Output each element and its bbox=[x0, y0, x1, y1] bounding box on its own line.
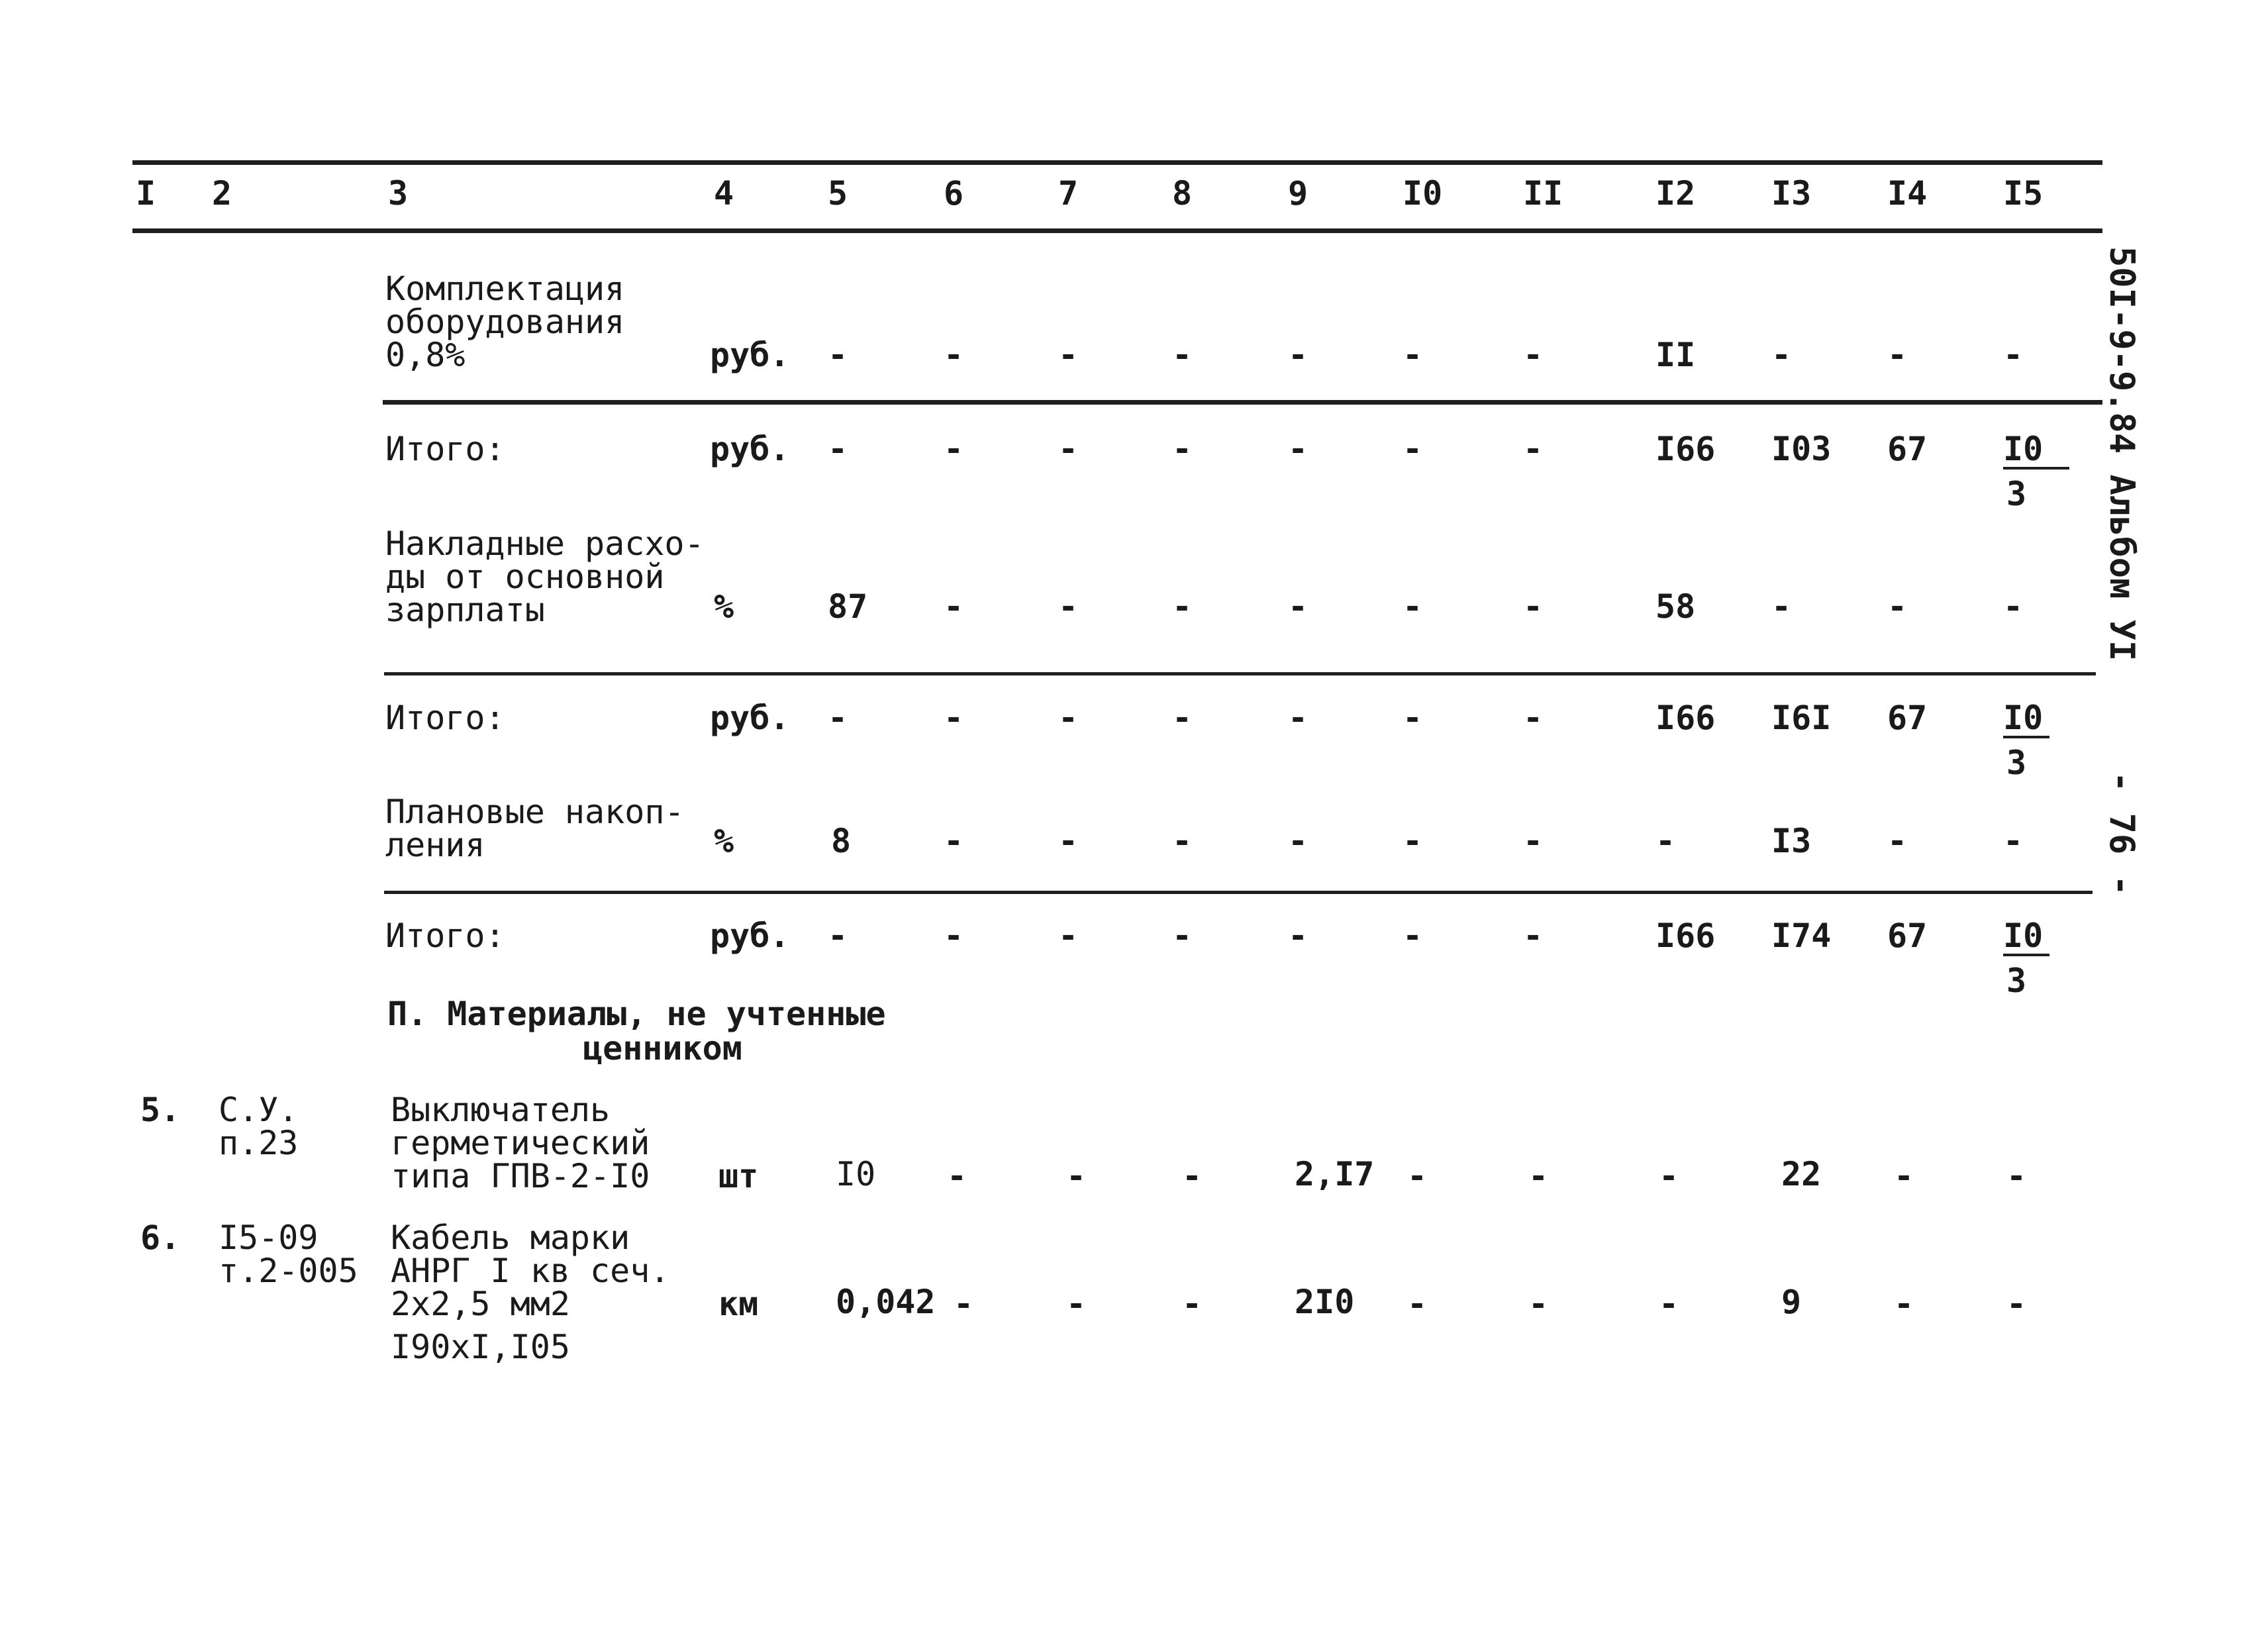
cell-col13: - bbox=[1771, 587, 1792, 626]
cell-col14: 67 bbox=[1887, 699, 1928, 737]
cell-col7: - bbox=[1058, 822, 1079, 860]
cell-col11: - bbox=[1523, 430, 1544, 468]
col-header-2: 2 bbox=[212, 174, 232, 213]
row-description-line: Итого: bbox=[385, 917, 505, 955]
col-header-12: I2 bbox=[1655, 174, 1696, 213]
fraction-bar bbox=[2003, 954, 2049, 956]
cell-col11: - bbox=[1523, 336, 1544, 374]
cell-col5: - bbox=[828, 336, 848, 374]
cell-col10: - bbox=[1403, 587, 1423, 626]
cell-col9: - bbox=[1288, 336, 1308, 374]
cell-col13: - bbox=[1771, 336, 1792, 374]
cell-col6: - bbox=[944, 587, 964, 626]
col-header-15: I5 bbox=[2003, 174, 2044, 213]
section-heading-line: П. Материалы, не учтенные bbox=[387, 995, 886, 1033]
cell-col13: 22 bbox=[1781, 1155, 1822, 1193]
cell-col8: - bbox=[1172, 587, 1193, 626]
col-header-10: I0 bbox=[1403, 174, 1443, 213]
col-header-8: 8 bbox=[1172, 174, 1193, 213]
row-description-line: Кабель марки bbox=[391, 1219, 630, 1257]
cell-col15: - bbox=[2006, 1157, 2027, 1195]
row-description-line: АНРГ I кв сеч. bbox=[391, 1252, 670, 1290]
row-rule-2 bbox=[384, 672, 2096, 675]
cell-col14: - bbox=[1894, 1157, 1914, 1195]
cell-col6: - bbox=[944, 699, 964, 737]
cell-col10: - bbox=[1407, 1285, 1428, 1323]
cell-col11: - bbox=[1523, 587, 1544, 626]
header-bottom-rule bbox=[132, 228, 2102, 233]
cell-col15: - bbox=[2006, 1285, 2027, 1323]
cell-col13: I03 bbox=[1771, 430, 1832, 468]
cell-col7: - bbox=[1066, 1285, 1087, 1323]
cell-col15-numerator: I0 bbox=[2003, 699, 2044, 737]
cell-col14: - bbox=[1887, 822, 1908, 860]
cell-col6: - bbox=[947, 1157, 967, 1195]
cell-col15-denominator: 3 bbox=[2006, 475, 2027, 513]
cell-col8: - bbox=[1172, 430, 1193, 468]
header-top-rule bbox=[132, 160, 2102, 165]
row-rule-3 bbox=[384, 891, 2093, 894]
cell-col15-denominator: 3 bbox=[2006, 962, 2027, 1000]
cell-col11: - bbox=[1528, 1157, 1549, 1195]
cell-col5: - bbox=[828, 917, 848, 955]
cell-col12: I66 bbox=[1655, 430, 1716, 468]
section-heading-line: ценником bbox=[583, 1029, 742, 1068]
col-header-3: 3 bbox=[388, 174, 409, 213]
page-number: - 76 - bbox=[2102, 772, 2142, 896]
cell-col12: - bbox=[1655, 822, 1676, 860]
item-code-line: т.2-005 bbox=[219, 1252, 358, 1290]
cell-col15-denominator: 3 bbox=[2006, 744, 2027, 782]
row-description-line: Итого: bbox=[385, 699, 505, 737]
cell-col9: - bbox=[1288, 699, 1308, 737]
cell-col15: - bbox=[2003, 587, 2024, 626]
row-rule-1 bbox=[383, 400, 2102, 405]
cell-col6: - bbox=[944, 336, 964, 374]
cell-col6: - bbox=[944, 822, 964, 860]
cell-col10: - bbox=[1407, 1157, 1428, 1195]
cell-col8: - bbox=[1172, 822, 1193, 860]
cell-col10: - bbox=[1403, 336, 1423, 374]
cell-col11: - bbox=[1523, 917, 1544, 955]
cell-col7: - bbox=[1066, 1157, 1087, 1195]
cell-col9: - bbox=[1288, 917, 1308, 955]
cell-col6: - bbox=[954, 1285, 974, 1323]
cell-col15-numerator: I0 bbox=[2003, 917, 2044, 955]
unit-cell: руб. bbox=[710, 430, 790, 468]
cell-col7: - bbox=[1058, 336, 1079, 374]
cell-col8: - bbox=[1172, 336, 1193, 374]
cell-col14: - bbox=[1887, 336, 1908, 374]
col-header-9: 9 bbox=[1288, 174, 1308, 213]
cell-col9: 2I0 bbox=[1295, 1283, 1355, 1321]
unit-cell: руб. bbox=[710, 917, 790, 955]
row-description-line: Итого: bbox=[385, 430, 505, 468]
col-header-5: 5 bbox=[828, 174, 848, 213]
cell-col5: 0,042 bbox=[836, 1283, 936, 1321]
col-header-4: 4 bbox=[714, 174, 734, 213]
col-header-6: 6 bbox=[944, 174, 964, 213]
cell-col14: 67 bbox=[1887, 917, 1928, 955]
cell-col13: I3 bbox=[1771, 822, 1812, 860]
cell-col8: - bbox=[1182, 1157, 1203, 1195]
cell-col10: - bbox=[1403, 699, 1423, 737]
col-header-7: 7 bbox=[1058, 174, 1079, 213]
item-code-line: I5-09 bbox=[219, 1219, 319, 1257]
album-reference: 50I-9-9.84 Альбом УI bbox=[2102, 246, 2142, 662]
item-code-line: С.У. bbox=[219, 1091, 299, 1129]
row-description-line: зарплаты bbox=[385, 591, 545, 629]
cell-col12: II bbox=[1655, 336, 1696, 374]
unit-cell: % bbox=[714, 587, 734, 626]
cell-col12: I66 bbox=[1655, 699, 1716, 737]
cell-col12: - bbox=[1659, 1285, 1679, 1323]
cell-col10: - bbox=[1403, 430, 1423, 468]
cell-col14: - bbox=[1894, 1285, 1914, 1323]
fraction-bar bbox=[2003, 736, 2049, 738]
unit-cell: км bbox=[718, 1285, 759, 1323]
unit-cell: % bbox=[714, 822, 734, 860]
cell-col5: - bbox=[828, 699, 848, 737]
item-number: 5. bbox=[140, 1091, 181, 1129]
cell-col13: I6I bbox=[1771, 699, 1832, 737]
cell-col5: 87 bbox=[828, 587, 868, 626]
cell-col6: - bbox=[944, 917, 964, 955]
cell-col8: - bbox=[1172, 917, 1193, 955]
cell-col11: - bbox=[1523, 822, 1544, 860]
cell-col9: - bbox=[1288, 587, 1308, 626]
cell-col12: I66 bbox=[1655, 917, 1716, 955]
row-description-line: I90хI,I05 bbox=[391, 1328, 570, 1366]
col-header-1: I bbox=[136, 174, 156, 213]
item-code-line: п.23 bbox=[219, 1124, 299, 1162]
cell-col15-numerator: I0 bbox=[2003, 430, 2044, 468]
cell-col8: - bbox=[1172, 699, 1193, 737]
cell-col9: - bbox=[1288, 822, 1308, 860]
cell-col5: - bbox=[828, 430, 848, 468]
col-header-14: I4 bbox=[1887, 174, 1928, 213]
row-description-line: Накладные расхо- bbox=[385, 524, 705, 563]
cell-col7: - bbox=[1058, 430, 1079, 468]
row-description-line: Комплектация bbox=[385, 270, 625, 308]
cell-col7: - bbox=[1058, 699, 1079, 737]
cell-col12: - bbox=[1659, 1157, 1679, 1195]
cell-col5: I0 bbox=[836, 1155, 876, 1193]
row-description-line: Выключатель bbox=[391, 1091, 611, 1129]
cell-col10: - bbox=[1403, 822, 1423, 860]
row-description-line: 0,8% bbox=[385, 336, 466, 374]
cell-col7: - bbox=[1058, 917, 1079, 955]
unit-cell: руб. bbox=[710, 336, 790, 374]
row-description-line: ления bbox=[385, 826, 485, 864]
cell-col9: - bbox=[1288, 430, 1308, 468]
cell-col14: 67 bbox=[1887, 430, 1928, 468]
fraction-bar bbox=[2003, 467, 2069, 470]
unit-cell: шт bbox=[718, 1157, 759, 1195]
row-description-line: 2х2,5 мм2 bbox=[391, 1285, 570, 1323]
row-description-line: герметический bbox=[391, 1124, 650, 1162]
cell-col15: - bbox=[2003, 336, 2024, 374]
col-header-13: I3 bbox=[1771, 174, 1812, 213]
cell-col11: - bbox=[1528, 1285, 1549, 1323]
row-description-line: ды от основной bbox=[385, 558, 665, 596]
cell-col10: - bbox=[1403, 917, 1423, 955]
row-description-line: типа ГПВ-2-I0 bbox=[391, 1157, 650, 1195]
cell-col13: I74 bbox=[1771, 917, 1832, 955]
cell-col9: 2,I7 bbox=[1295, 1155, 1375, 1193]
col-header-11: II bbox=[1523, 174, 1563, 213]
unit-cell: руб. bbox=[710, 699, 790, 737]
cell-col8: - bbox=[1182, 1285, 1203, 1323]
row-description-line: Плановые накоп- bbox=[385, 793, 685, 831]
cell-col6: - bbox=[944, 430, 964, 468]
cell-col15: - bbox=[2003, 822, 2024, 860]
cell-col11: - bbox=[1523, 699, 1544, 737]
item-number: 6. bbox=[140, 1219, 181, 1257]
cell-col14: - bbox=[1887, 587, 1908, 626]
cell-col7: - bbox=[1058, 587, 1079, 626]
cell-col12: 58 bbox=[1655, 587, 1696, 626]
row-description-line: оборудования bbox=[385, 303, 625, 341]
cell-col13: 9 bbox=[1781, 1283, 1802, 1321]
cell-col5: 8 bbox=[831, 822, 852, 860]
